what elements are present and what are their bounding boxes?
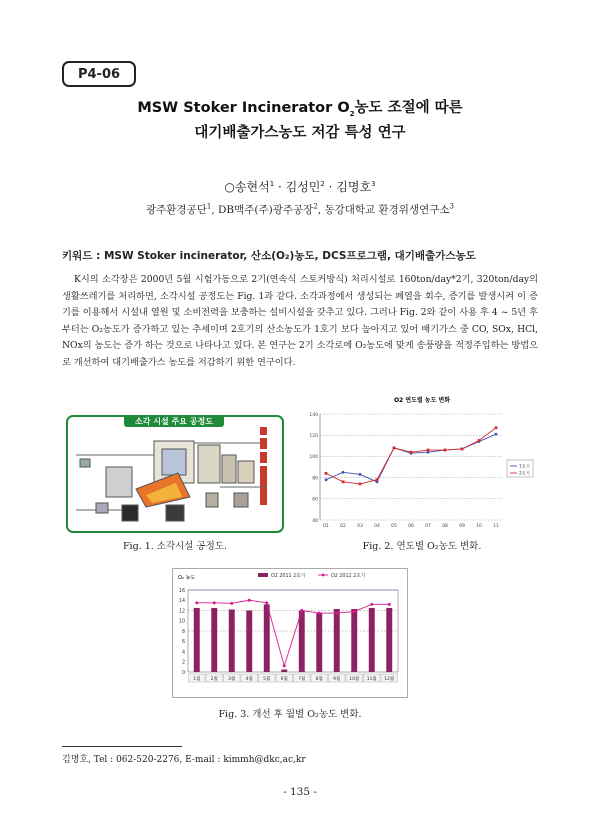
chart2-point (427, 449, 430, 452)
chart2-point (495, 433, 498, 436)
chart2-ytick: 120 (309, 434, 318, 439)
abstract-body: K시의 소각장은 2000년 5월 시험가동으로 2기(연속식 스토커방식) 처리시설로 160ton/day*2기, 320ton/day의 생활쓰레기를 처리하면, 소각시설 공정도는 Fig. 1과 같다. 소각과정에서 생성되는 폐열을 회수, 증기를 발생시켜 이 증기를 이용해서 시설내 열원 및 소비전력을 보충하는 설비시설을 갖추고 있다. 그러나 Fig. 2와 같이 사용 후 4 ~ 5년 후 부터는 O₂농도가 증가하고 있는 추세이며 2호기의 산소농도가 1호기 보다 높아지고 있어 배기가스 중 CO, SOx, HCl, NOx의 농도는 증가 하는 것으로 나타나고 있다. 본 연구는 2기 소각로에 O₂농도에 맞게 송풍량을 적정주입하는 방법으로 개선하여 대기배출가스 농도를 저감하기 위한 연구이다. (62, 274, 538, 368)
fig1-banner: 소각 시설 주요 공정도 (135, 417, 213, 426)
chart3-ytick: 4 (181, 650, 185, 656)
chart3-bar (264, 604, 270, 672)
chart2-point (410, 451, 413, 454)
chart3-ytick: 10 (178, 619, 185, 625)
chart2-xtick: 03 (357, 524, 363, 529)
chart2-point (461, 448, 464, 451)
chart3-ytick: 16 (178, 588, 185, 594)
chart3-point (370, 603, 373, 606)
figure-1 (66, 415, 284, 533)
chart3-xtick: 11월 (366, 676, 377, 682)
chart3-ytick: 14 (178, 599, 185, 605)
chart3-xtick: 8월 (315, 676, 323, 682)
chart3-ytick: 8 (181, 629, 185, 635)
chart3-ytick: 2 (181, 660, 185, 666)
chart2-xtick: 02 (340, 524, 346, 529)
chart2-ytick: 140 (309, 412, 318, 418)
chart2-point (342, 480, 345, 483)
chart3-xtick: 12월 (384, 676, 395, 682)
chart2-point (444, 449, 447, 452)
chart3-xtick: 4월 (245, 676, 253, 682)
fig1-caption: Fig. 1. 소각시설 공정도. (122, 541, 228, 552)
chart3-bar (386, 608, 392, 672)
author-1: ○송현석$^1$ (224, 180, 275, 194)
chart2-ytick: 60 (312, 497, 318, 503)
chart3-bar (229, 609, 235, 672)
chart2-ytick: 40 (312, 518, 318, 524)
title-part-a: MSW Stoker Incinerator O (137, 100, 350, 116)
chart3-bar (211, 608, 217, 672)
chart2-xtick: 07 (425, 524, 431, 529)
chart3-xtick: 6월 (280, 676, 288, 682)
title-line-2: 대기배출가스농도 저감 특성 연구 (194, 125, 406, 141)
chart2-xtick: 08 (442, 524, 448, 529)
chart3-xtick: 5월 (263, 676, 271, 682)
chart2-xtick: 01 (323, 524, 329, 529)
chart2-series-line (326, 434, 496, 482)
chart2-point (359, 473, 362, 476)
chart3-ylabel: O₂ 농도 (178, 575, 196, 581)
chart3-xtick: 1월 (193, 676, 201, 682)
chart2-legend-label: 1호기 (519, 463, 530, 469)
chart3-point (248, 599, 251, 602)
chart3-legend-swatch (258, 573, 268, 577)
chart2-point (359, 483, 362, 486)
chart2-point (325, 478, 328, 481)
chart3-point (318, 612, 321, 615)
chart3-bar (194, 608, 200, 672)
chart2-point (478, 439, 481, 442)
chart3-xtick: 7월 (298, 676, 306, 682)
author-2: · 김성민$^2$ (274, 180, 325, 194)
page-number: - 135 - (283, 786, 317, 798)
author-3: · 김명호$^3$ (324, 180, 376, 194)
chart3-xtick: 9월 (333, 676, 341, 682)
chart2-xtick: 09 (459, 524, 465, 529)
chart3-ytick: 0 (181, 670, 185, 676)
chart2-legend-label: 2호기 (519, 470, 530, 476)
chart3-point (388, 603, 391, 606)
title-line-1 (0, 96, 600, 118)
chart2-point (376, 478, 379, 481)
chart2-point (393, 447, 396, 450)
chart2-title: O2 연도별 농도 변화 (393, 397, 451, 404)
paper-code: P4-06 (62, 61, 136, 87)
chart2-xtick: 10 (476, 524, 482, 529)
chart2-series-line (326, 428, 496, 484)
line-chart-o2-yearly (306, 392, 538, 532)
chart3-point (265, 601, 268, 604)
chart3-ytick: 12 (178, 609, 185, 615)
footnote-divider (62, 746, 182, 747)
chart2-ytick: 80 (312, 476, 318, 482)
chart3-legend-marker (322, 574, 325, 577)
title-sub: 2 (349, 109, 355, 118)
chart3-xtick: 3월 (228, 676, 236, 682)
chart3-xtick: 2월 (210, 676, 218, 682)
chart2-point (342, 471, 345, 474)
chart3-legend-label: O2 2012 2호기 (331, 574, 366, 579)
chart2-ytick: 100 (309, 455, 318, 461)
affiliation-list: 광주환경공단$^1$, DB맥주(주)광주공장$^2$, 동강대학교 환경위생연구소$^3$ (145, 202, 454, 216)
keywords: 키워드 : MSW Stoker incinerator, 산소(O₂)농도, DCS프로그램, 대기배출가스농도 (62, 250, 476, 262)
title-part-b: 농도 조절에 따른 (354, 100, 463, 116)
chart3-point (195, 601, 198, 604)
chart2-xtick: 05 (391, 524, 397, 529)
bar-chart-o2-monthly (172, 568, 408, 698)
chart2-xtick: 06 (408, 524, 414, 529)
chart3-point (353, 610, 356, 613)
chart2-xtick: 11 (493, 524, 499, 529)
figure-3 (172, 568, 408, 698)
footnote: 김명호, Tel : 062-520-2276, E-mail : kimmh@dkc,ac,kr (62, 755, 306, 765)
chart3-point (213, 601, 216, 604)
chart3-bar (351, 609, 357, 672)
fig3-caption: Fig. 3. 개선 후 월별 O₂농도 변화. (218, 709, 362, 720)
chart3-ytick: 6 (181, 640, 185, 646)
author-list (0, 178, 600, 195)
figure-2 (306, 392, 538, 532)
chart3-point (335, 612, 338, 615)
chart3-xtick: 10월 (349, 676, 360, 682)
process-diagram (66, 415, 284, 533)
chart2-point (495, 426, 498, 429)
fig2-caption: Fig. 2. 연도별 O₂농도 변화. (362, 541, 482, 552)
chart3-point (300, 609, 303, 612)
chart3-bar (281, 669, 287, 672)
chart3-bar (299, 611, 305, 673)
chart3-bar (334, 609, 340, 672)
chart3-point (283, 664, 286, 667)
chart3-bar (246, 611, 252, 673)
chart2-point (325, 472, 328, 475)
chart3-bar (369, 608, 375, 672)
chart3-point (230, 602, 233, 605)
chart3-legend-label: O2 2011 2호기 (271, 574, 306, 579)
chart3-bar (316, 613, 322, 672)
chart2-xtick: 04 (374, 524, 380, 529)
